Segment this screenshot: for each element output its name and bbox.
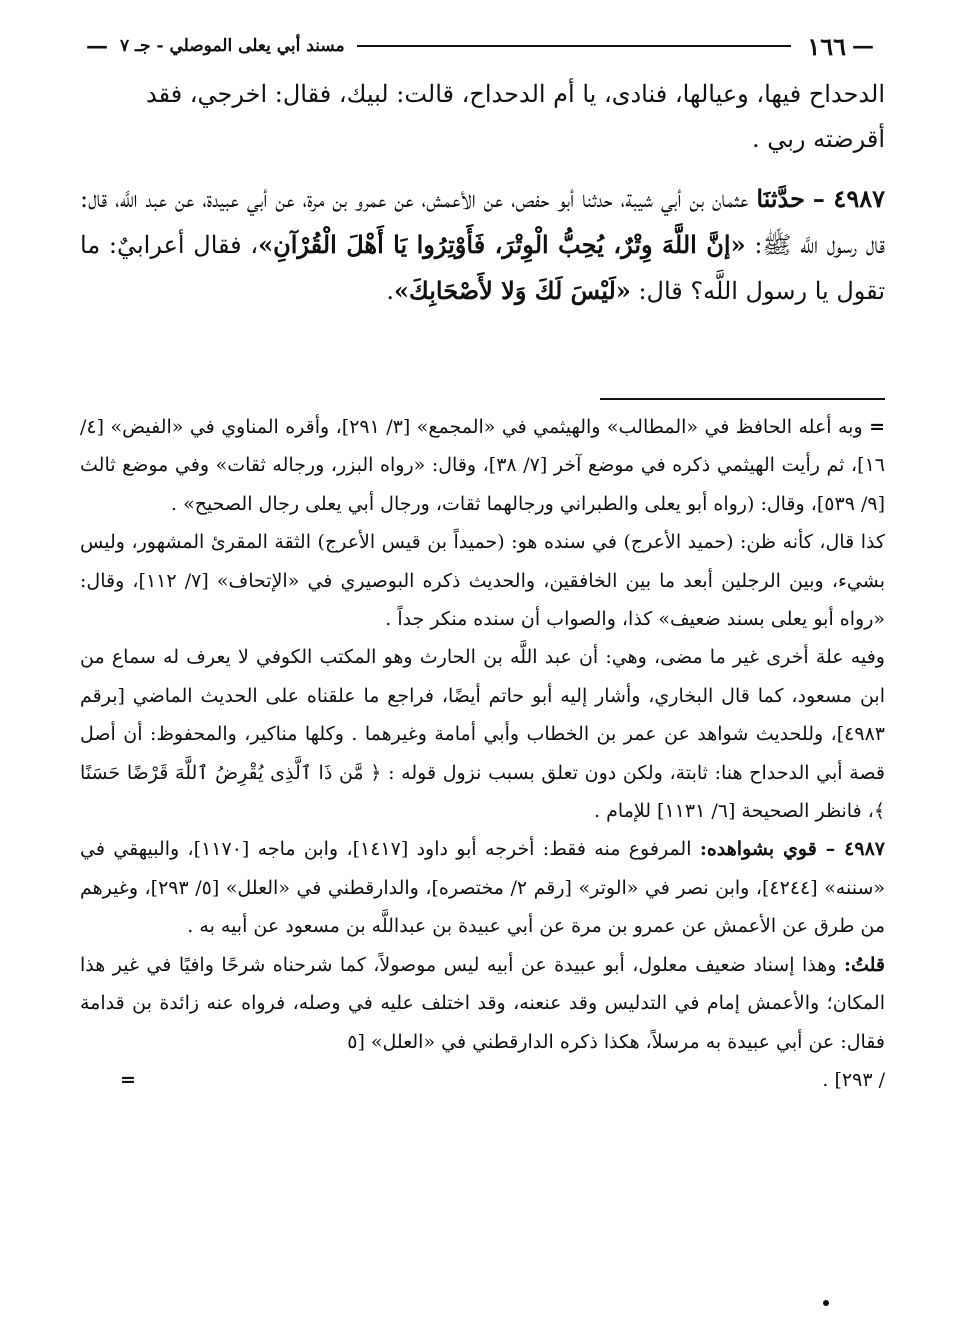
page-number: ١٦٦ (807, 31, 846, 61)
hadith-end: . (386, 277, 394, 305)
continuation-line-1: الدحداح فيها، وعيالها، فنادى، يا أم الدحداح، قالت: لبيك، فقال: اخرجي، فقد (145, 80, 885, 108)
continuation-line-2: أقرضته ربي . (751, 125, 885, 153)
grading-label: ٤٩٨٧ – قوي بشواهده: (699, 838, 885, 861)
grading-paragraph (80, 830, 885, 945)
page-header (80, 30, 880, 62)
quran-verse: ﴿ مَّن ذَا ٱلَّذِى يُقْرِضُ ٱللَّهَ قَرْضًا حَسَنًا ﴾ (80, 761, 885, 823)
prophetic-quote-2: «لَيْسَ لَكَ وَلا لأَصْحَابِكَ» (394, 276, 631, 305)
note-paragraph-1 (80, 408, 885, 523)
hadith-opening-word: حدَّثنَا (756, 184, 805, 213)
note-text-1: وبه أعله الحافظ في «المطالب» والهيثمي في «المجمع» [٣/ ٢٩١]، وأقره المناوي في «الفيض» [٤/ ١٦]، ثم رأيت الهيثمي ذكره في موضع آخر [٧/ ٣٨]، وقال: «رواه البزر، ورجاله ثقات» وفي موضع ثالث [٩/ ٥٣٩]، وقال: (رواه أبو يعلى والطبراني ورجالهما ثقات، ورجال أبي يعلى رجال الصحيح» . (80, 416, 885, 515)
commentary-label: قلتُ: (843, 953, 885, 976)
note-paragraph-3 (80, 638, 885, 830)
header-rule (357, 45, 792, 47)
book-title: مسند أبي يعلى الموصلي - جـ ٧ (120, 36, 345, 56)
commentary-last-text: / ٢٩٣] . (822, 1068, 885, 1091)
grading-text: المرفوع منه فقط: أخرجه أبو داود [١٤١٧]، وابن ماجه [١١٧٠]، والبيهقي في «سننه» [٤٢٤٤]، وابن نصر في «الوتر» [رقم ٢/ مختصره]، والدارقطني في «العلل» [٥/ ٢٩٣]، وغيرهم من طرق عن الأعمش عن عمرو بن مرة عن أبي عبيدة بن عبداللَّه بن مسعود عن أبيه به . (80, 838, 885, 938)
hadith-chain-text: عثمان بن أبي شيبة، حدثنا أبو حفص، عن الأعمش، عن عمرو بن مرة، عن أبي عبيدة، عن عبد اللَّه، قال: قال رسول اللَّه ﷺ: (80, 185, 885, 259)
page-dot (823, 1300, 829, 1306)
continuation-mark-end: = (120, 1068, 136, 1091)
commentary-text: وهذا إسناد ضعيف معلول، أبو عبيدة عن أبيه ليس موصولاً، كما شرحناه شرحًا وافيًا في غير هذا المكان؛ والأعمش إمام في التدليس وقد عنعنه، وقد اختلف عليه في وصله، فرواه عنه زائدة بن قدامة فقال: عن أبي عبيدة به مرسلاً، هكذا ذكره الدارقطني في «العلل» [٥ (80, 953, 885, 1053)
header-title-dash: — (86, 33, 108, 59)
footnotes (80, 408, 885, 1099)
commentary-paragraph (80, 946, 885, 1061)
continuation-mark: = (869, 416, 886, 438)
note-text-3: وفيه علة أخرى غير ما مضى، وهي: أن عبد اللَّه بن الحارث وهو المكتب الكوفي لا يعرف له سماع من ابن مسعود، كما قال البخاري، وأشار إليه أبو حاتم أيضًا، فراجع ما علقناه على الحديث الماضي [برقم ٤٩٨٣]، وللحديث شواهد عن عمر بن الخطاب وأبي أمامة وغيرهما . وكلها مناكير، والمحفوظ: أن أصل قصة أبي الدحداح هنا: ثابتة، ولكن دون تعلق بسبب نزول قوله : (80, 646, 885, 784)
header-dash: — (852, 33, 874, 59)
note-text-2: كذا قال، كأنه ظن: (حميد الأعرج) في سنده هو: (حميداً بن قيس الأعرج) الثقة المقرئ المشهور، وليس بشيء، وبين الرجلين أبعد ما بين الخافقين، والحديث ذكره البوصيري في «الإتحاف» [٧/ ١١٢]، وقال: «رواه أبو يعلى بسند ضعيف» كذا، والصواب أن سنده منكر جداً . (80, 531, 885, 631)
commentary-last-line (80, 1061, 885, 1099)
continuation-paragraph (80, 72, 885, 162)
footnote-separator (600, 398, 885, 400)
prophetic-quote-1: «إنَّ اللَّهَ وِتْرٌ، يُحِبُّ الْوِتْرَ، فَأَوْتِرُوا يَا أَهْلَ الْقُرْآنِ» (258, 230, 746, 259)
note-paragraph-2 (80, 523, 885, 638)
hadith-number: ٤٩٨٧ – (812, 184, 885, 213)
hadith-paragraph (80, 176, 885, 314)
hadith-text-2: ، فقال أعرابيٌ: ما تقول يا رسول اللَّه؟ قال: (80, 231, 885, 305)
main-text (80, 72, 885, 314)
note-text-3-end: ، فانظر الصحيحة [٦/ ١١٣١] للإمام . (594, 800, 874, 823)
